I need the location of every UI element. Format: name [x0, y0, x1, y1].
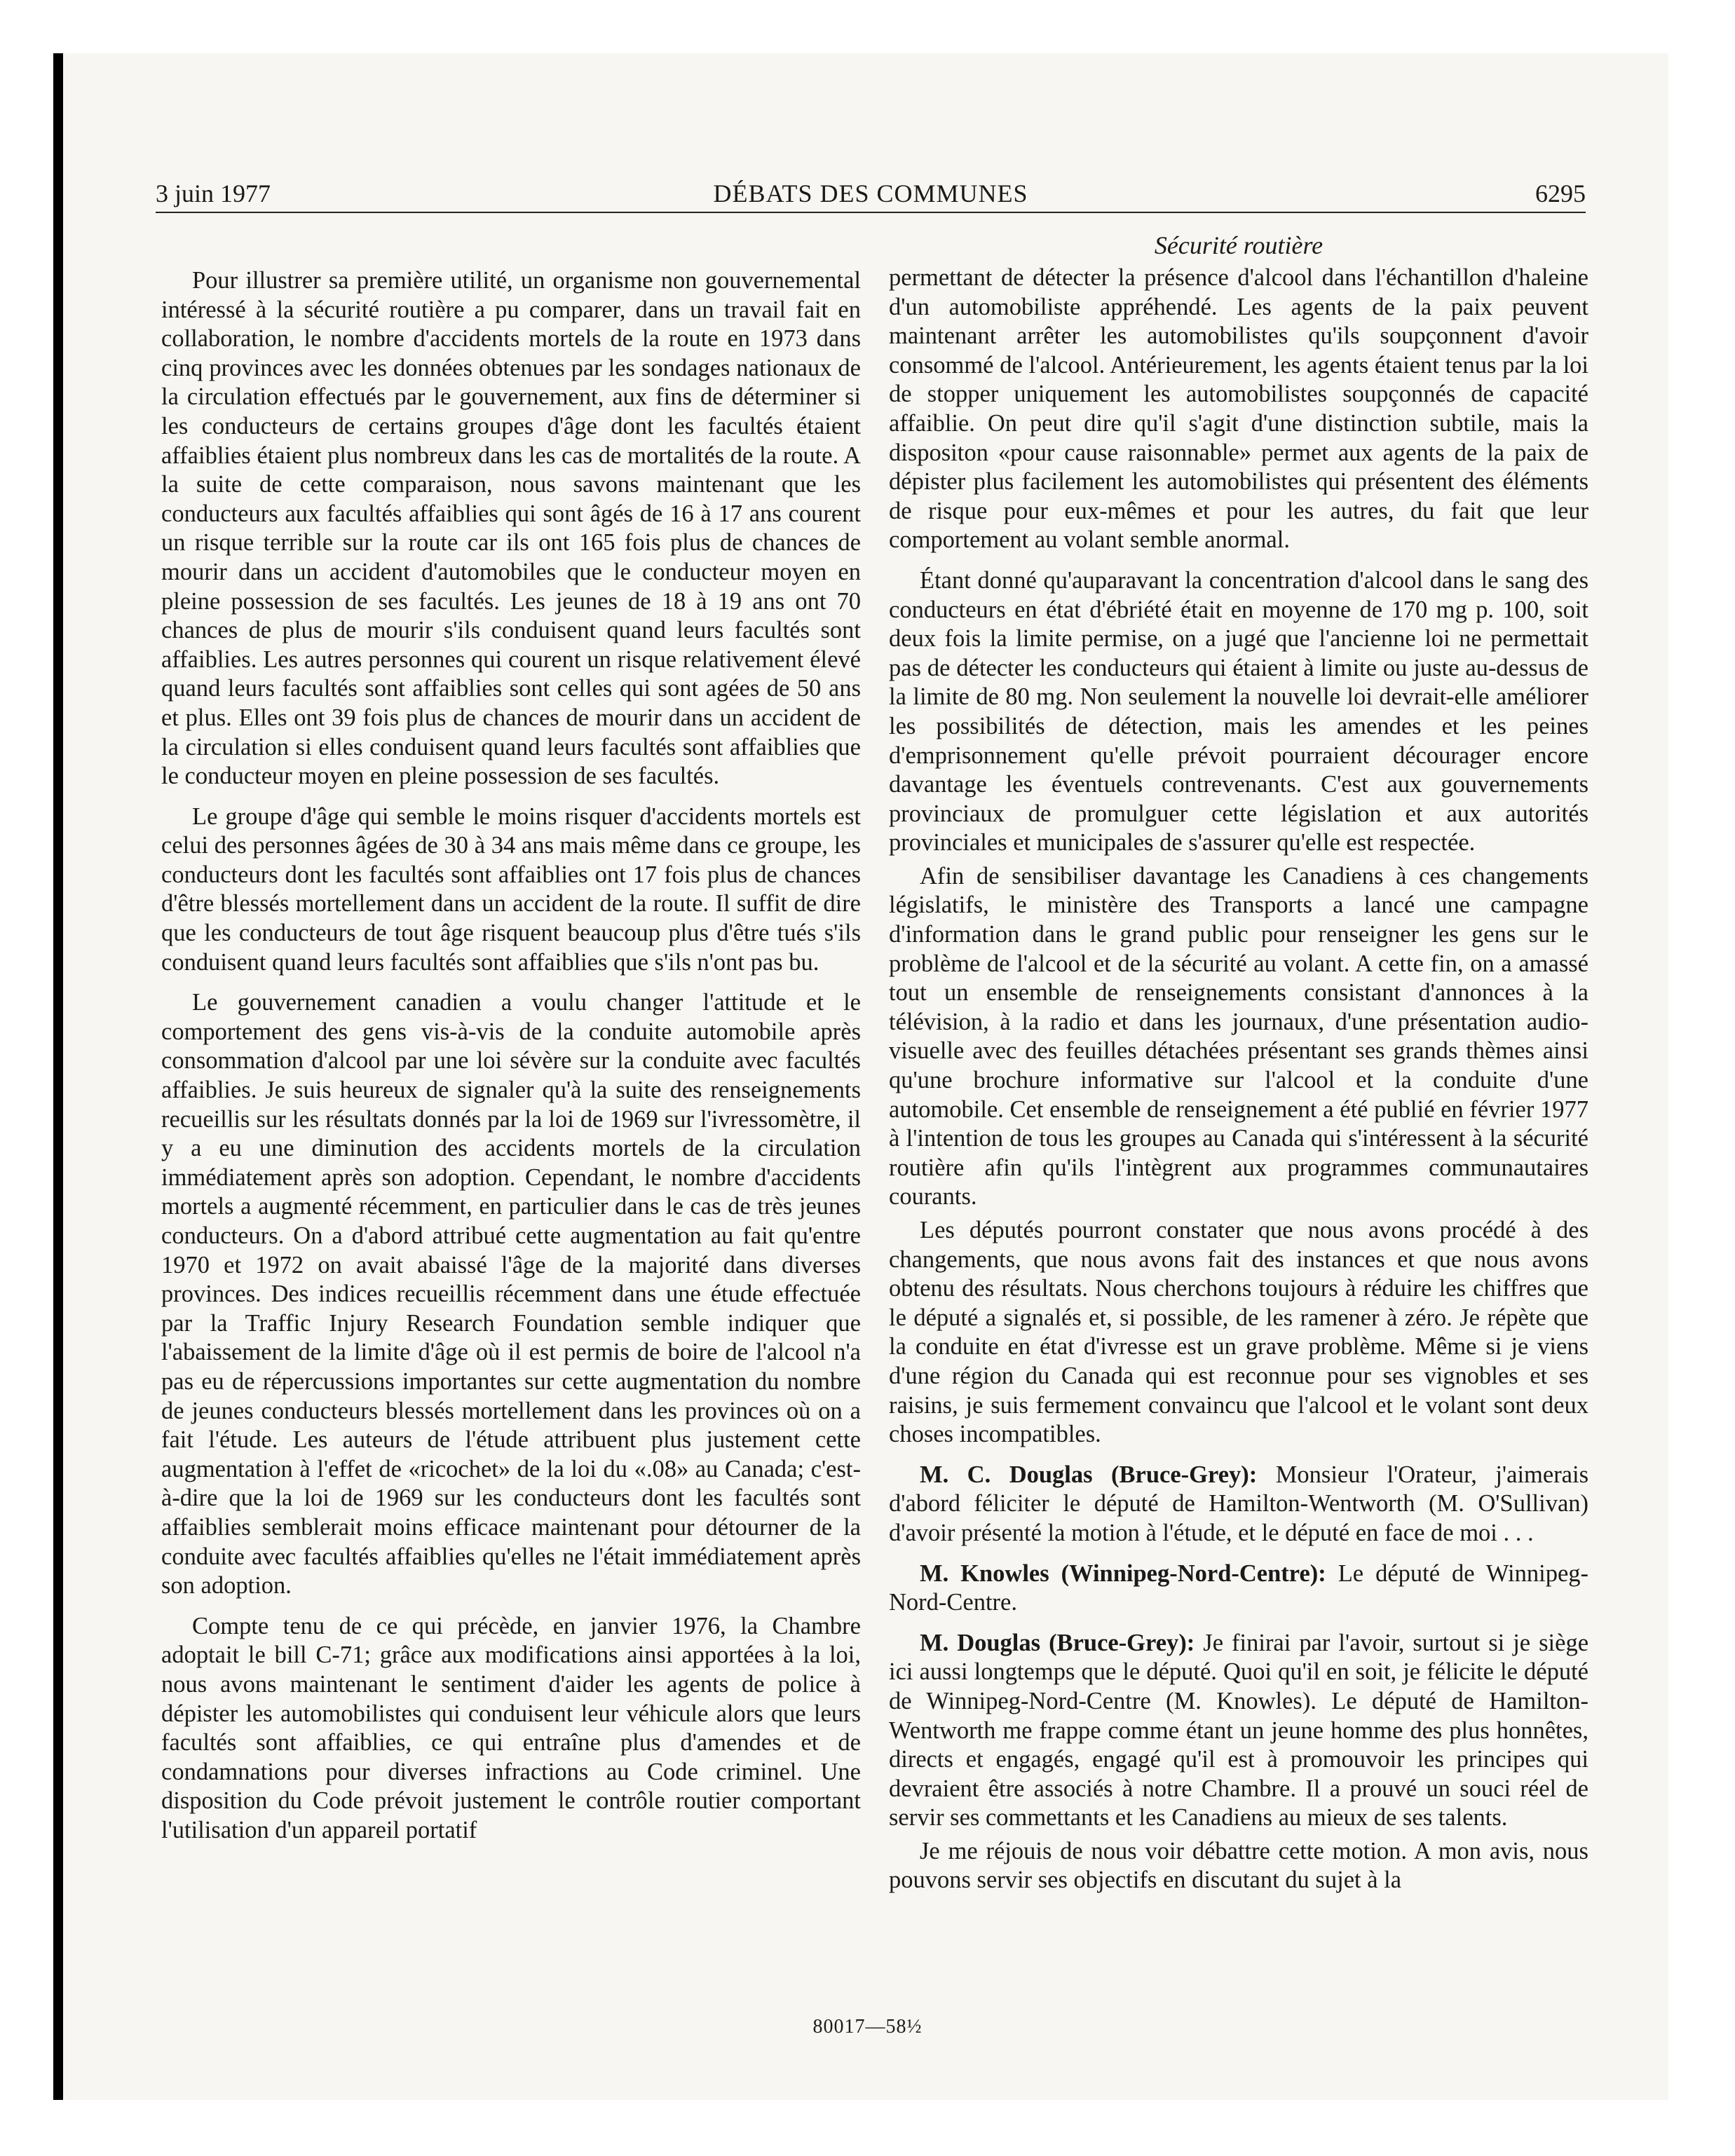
speech [889, 1629, 1588, 1833]
paragraph: Pour illustrer sa première utilité, un organisme non gouvernemental intéressé à la sécurité routière a pu comparer, dans un travail fait en collaboration, le nombre d'accidents mortels de la route en 1973 dans cinq provinces avec les données obtenues par les sondages nationaux de la circulation effectués par le gouvernement, aux fins de déterminer si les conducteurs de certains groupes d'âge dont les facultés étaient affaiblies étaient plus nombreux dans les cas de mortalités de la route. A la suite de cette comparaison, nous savons maintenant que les conducteurs aux facultés affaiblies qui sont âgés de 16 à 17 ans courent un risque terrible sur la route car ils ont 165 fois plus de chances de mourir dans un accident d'automobiles que le conducteur moyen en pleine possession de ses facultés. Les jeunes de 18 à 19 ans ont 70 chances de plus de mourir s'ils conduisent quand leurs facultés sont affaiblies. Les autres personnes qui courent un risque relativement élevé quand leurs facultés sont affaiblies sont celles qui sont agées de 50 ans et plus. Elles ont 39 fois plus de chances de mourir dans un accident de la circulation si elles conduisent quand leurs facultés sont affaiblies que le conducteur moyen en pleine possession de ses facultés. [161, 267, 861, 790]
section-title: Sécurité routière [1154, 231, 1324, 259]
speaker-name: M. Knowles (Winnipeg-Nord-Centre): [920, 1560, 1326, 1587]
paragraph: Compte tenu de ce qui précède, en janvier 1976, la Chambre adoptait le bill C-71; grâce aux modifications ainsi apportées à la loi, nous avons maintenant le sentiment d'aider les agents de police à dépister les automobilistes qui conduisent leur véhicule alors que leurs facultés sont affaiblies, ce qui entraîne plus d'amendes et de condamnations pour diverses infractions au Code criminel. Une disposition du Code prévoit justement le contrôle routier comportant l'utilisation d'un appareil portatif [161, 1612, 861, 1843]
speech [889, 1461, 1588, 1548]
paragraph: Les députés pourront constater que nous avons procédé à des changements, que nous avons fait des instances et que nous avons obtenu des résultats. Nous cherchons toujours à réduire les chiffres que le député a signalés et, si possible, de les ramener à zéro. Je répète que la conduite en état d'ivresse est un grave problème. Même si je viens d'une région du Canada qui est reconnue pour ses vignobles et ses raisins, je suis fermement convaincu que l'alcool et le volant sont deux choses incompatibles. [889, 1217, 1588, 1448]
scan-edge [53, 53, 63, 2100]
speech-text: Monsieur l'Orateur, j'aimerais d'abord féliciter le député de Hamilton-Wentworth (M. O'Sullivan) d'avoir présenté la motion à l'étude, et le député en face de moi . . . [889, 1461, 1589, 1546]
page-date: 3 juin 1977 [156, 179, 271, 207]
speech-text: Je finirai par l'avoir, surtout si je siège ici aussi longtemps que le député. Quoi qu'il en soit, je félicite le député de Winnipeg-Nord-Centre (M. Knowles). Le député de Hamilton-Wentworth me frappe comme étant un jeune homme des plus honnêtes, directs et engagés, engagé qu'il est à promouvoir les principes qui devraient être associés à notre Chambre. Il a prouvé un souci réel de servir ses commettants et les Canadiens au mieux de ses talents. [889, 1629, 1589, 1831]
footer-code: 80017—58½ [812, 2016, 923, 2038]
left-column [161, 266, 861, 1845]
speech [889, 1560, 1588, 1618]
paragraph: Le groupe d'âge qui semble le moins risquer d'accidents mortels est celui des personnes âgées de 30 à 34 ans mais même dans ce groupe, les conducteurs dont les facultés sont affaiblies ont 17 fois plus de chances d'être blessés mortellement dans un accident de la route. Il suffit de dire que les conducteurs de tout âge risquent beaucoup plus d'être tués s'ils conduisent quand leurs facultés sont affaiblies que s'ils n'ont pas bu. [161, 803, 861, 976]
paragraph: Étant donné qu'auparavant la concentration d'alcool dans le sang des conducteurs en état d'ébriété était en moyenne de 170 mg p. 100, soit deux fois la limite permise, on a jugé que l'ancienne loi ne permettait pas de détecter les conducteurs qui étaient à limite ou juste au-dessus de la limite de 80 mg. Non seulement la nouvelle loi devrait-elle améliorer les possibilités de détection, mais les amendes et les peines d'emprisonnement qu'elle prévoit pourraient décourager encore davantage les éventuels contrevenants. C'est aux gouvernements provinciaux de promulguer cette législation et aux autorités provinciales et municipales de s'assurer qu'elle est respectée. [889, 566, 1588, 857]
paragraph: Afin de sensibiliser davantage les Canadiens à ces changements législatifs, le ministère des Transports a lancé une campagne d'information dans le grand public pour renseigner les gens sur le problème de l'alcool et de la sécurité au volant. A cette fin, on a amassé tout un ensemble de renseignements consistant d'annonces à la télévision, à la radio et dans les journaux, d'une présentation audio-visuelle avec des feuilles détachées présentant ses grands thèmes ainsi qu'une brochure informative sur l'alcool et la conduite d'une automobile. Cet ensemble de renseignement a été publié en février 1977 à l'intention de tous les groupes au Canada qui s'intéressent à la sécurité routière afin qu'ils l'intègrent aux programmes communautaires courants. [889, 862, 1588, 1210]
paragraph: Je me réjouis de nous voir débattre cette motion. A mon avis, nous pouvons servir ses objectifs en discutant du sujet à la [889, 1837, 1588, 1894]
paragraph-continuation: permettant de détecter la présence d'alcool dans l'échantillon d'haleine d'un automobiliste appréhendé. Les agents de la paix peuvent maintenant arrêter les automobilistes qu'ils soupçonnent d'avoir consommé de l'alcool. Antérieurement, les agents étaient tenus par la loi de stopper uniquement les automobilistes soupçonnés de capacité affaiblie. On peut dire qu'il s'agit d'une distinction subtile, mais la dispositon «pour cause raisonnable» permet aux agents de la paix de dépister plus facilement les automobilistes qui présentent des éléments de risque pour eux-mêmes et pour les autres, du fait que leur comportement au volant semble anormal. [889, 264, 1588, 554]
page-header [156, 175, 1586, 213]
page-number: 6295 [1535, 179, 1586, 207]
journal-title: DÉBATS DES COMMUNES [713, 179, 1028, 207]
speaker-name: M. C. Douglas (Bruce-Grey): [920, 1461, 1258, 1488]
speaker-name: M. Douglas (Bruce-Grey): [920, 1629, 1195, 1656]
speech-text: Le député de Winnipeg-Nord-Centre. [889, 1560, 1589, 1616]
paragraph: Le gouvernement canadien a voulu changer l'attitude et le comportement des gens vis-à-vis de la conduite automobile après consommation d'alcool par une loi sévère sur la conduite avec facultés affaiblies. Je suis heureux de signaler qu'à la suite des renseignements recueillis sur les résultats donnés par la loi de 1969 sur l'ivressomètre, il y a eu une diminution des accidents mortels de la circulation immédiatement après son adoption. Cependant, le nombre d'accidents mortels a augmenté récemment, en particulier dans le cas de très jeunes conducteurs. On a d'abord attribué cette augmentation au fait qu'entre 1970 et 1972 on avait abaissé l'âge de la majorité dans diverses provinces. Des indices recueillis récemment dans une étude effectuée par la Traffic Injury Research Foundation semble indiquer que l'abaissement de la limite d'âge où il est permis de boire de l'alcool n'a pas eu de répercussions importantes sur cette augmentation du nombre de jeunes conducteurs blessés mortellement dans les provinces où on a fait l'étude. Les auteurs de l'étude attribuent plus justement cette augmentation à l'effet de «ricochet» de la loi du «.08» au Canada; c'est-à-dire que la loi de 1969 sur les conducteurs dont les facultés sont affaiblies semblerait moins efficace maintenant pour détourner de la conduite avec facultés affaiblies qu'elles ne l'était immédiatement après son adoption. [161, 989, 861, 1599]
right-column [889, 264, 1588, 1895]
